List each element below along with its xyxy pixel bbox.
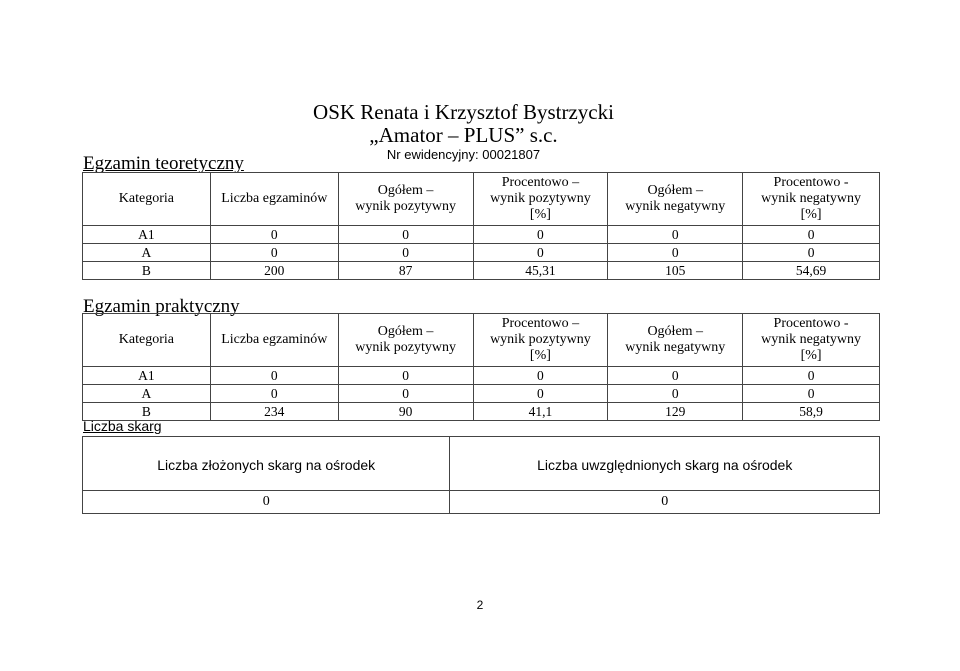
value-cell: 234 bbox=[210, 403, 338, 421]
theory-column-header-line: [%] bbox=[529, 207, 551, 222]
value-cell: 0 bbox=[608, 244, 743, 262]
value-cell: 0 bbox=[473, 385, 608, 403]
practice-column-header-line: Kategoria bbox=[118, 332, 174, 347]
theory-column-header bbox=[743, 173, 880, 226]
practice-column-header bbox=[743, 314, 880, 367]
practice-column-header bbox=[338, 314, 473, 367]
theory-column-header-line: Ogółem – bbox=[647, 183, 704, 198]
practice-column-header bbox=[608, 314, 743, 367]
theory-body bbox=[83, 226, 880, 280]
theory-column-header bbox=[608, 173, 743, 226]
practice-column-header bbox=[210, 314, 338, 367]
table-row bbox=[83, 403, 880, 421]
theory-section-title: Egzamin teoretyczny bbox=[83, 153, 244, 174]
practice-body bbox=[83, 367, 880, 421]
value-cell: 0 bbox=[473, 367, 608, 385]
value-cell: 0 bbox=[743, 244, 880, 262]
theory-column-header-line: Kategoria bbox=[118, 191, 174, 206]
practice-column-header-line: Liczba egzaminów bbox=[221, 332, 328, 347]
theory-column-header-line: Liczba egzaminów bbox=[221, 191, 328, 206]
value-cell: 45,31 bbox=[473, 262, 608, 280]
value-cell: 0 bbox=[608, 226, 743, 244]
value-cell: 0 bbox=[743, 367, 880, 385]
value-cell: 0 bbox=[210, 226, 338, 244]
value-cell: 0 bbox=[743, 385, 880, 403]
complaints-table bbox=[82, 436, 880, 514]
practice-column-header bbox=[83, 314, 211, 367]
practice-section-title: Egzamin praktyczny bbox=[83, 296, 240, 317]
practice-column-header-line: Procentowo - bbox=[773, 316, 849, 331]
value-cell: 105 bbox=[608, 262, 743, 280]
theory-column-header-line: wynik negatywny bbox=[625, 199, 726, 214]
table-row bbox=[83, 226, 880, 244]
value-cell: 0 bbox=[338, 385, 473, 403]
value-cell: 0 bbox=[338, 226, 473, 244]
category-cell: A1 bbox=[83, 367, 211, 385]
theory-column-header bbox=[83, 173, 211, 226]
value-cell: 90 bbox=[338, 403, 473, 421]
value-cell: 0 bbox=[210, 385, 338, 403]
theory-header-row bbox=[83, 173, 880, 226]
practice-column-header-line: wynik pozytywny bbox=[490, 332, 591, 347]
value-cell: 0 bbox=[743, 226, 880, 244]
value-cell: 87 bbox=[338, 262, 473, 280]
category-cell: A1 bbox=[83, 226, 211, 244]
table-row bbox=[83, 244, 880, 262]
table-row bbox=[83, 367, 880, 385]
theory-column-header-line: wynik pozytywny bbox=[490, 191, 591, 206]
theory-column-header-line: Procentowo – bbox=[501, 175, 580, 190]
category-cell: A bbox=[83, 385, 211, 403]
theory-column-header-line: wynik negatywny bbox=[761, 191, 862, 206]
theory-results-table bbox=[82, 172, 880, 280]
value-cell: 41,1 bbox=[473, 403, 608, 421]
value-cell: 0 bbox=[473, 226, 608, 244]
theory-column-header-line: Ogółem – bbox=[377, 183, 434, 198]
theory-column-header bbox=[473, 173, 608, 226]
accepted-complaints-value: 0 bbox=[450, 491, 880, 514]
value-cell: 0 bbox=[338, 244, 473, 262]
category-cell: A bbox=[83, 244, 211, 262]
theory-column-header-line: wynik pozytywny bbox=[355, 199, 456, 214]
value-cell: 0 bbox=[473, 244, 608, 262]
table-row bbox=[83, 385, 880, 403]
value-cell: 0 bbox=[210, 244, 338, 262]
org-name: OSK Renata i Krzysztof Bystrzycki bbox=[313, 100, 614, 124]
category-cell: B bbox=[83, 403, 211, 421]
value-cell: 0 bbox=[210, 367, 338, 385]
value-cell: 200 bbox=[210, 262, 338, 280]
value-cell: 129 bbox=[608, 403, 743, 421]
practice-column-header-line: Procentowo – bbox=[501, 316, 580, 331]
practice-column-header bbox=[473, 314, 608, 367]
practice-column-header-line: Ogółem – bbox=[647, 324, 704, 339]
value-cell: 0 bbox=[608, 385, 743, 403]
value-cell: 58,9 bbox=[743, 403, 880, 421]
filed-complaints-header: Liczba złożonych skarg na ośrodek bbox=[83, 437, 450, 491]
theory-column-header bbox=[210, 173, 338, 226]
practice-column-header-line: wynik negatywny bbox=[625, 340, 726, 355]
value-cell: 0 bbox=[608, 367, 743, 385]
complaints-header-row bbox=[83, 437, 880, 491]
complaints-value-row bbox=[83, 491, 880, 514]
complaints-section-title: Liczba skarg bbox=[83, 418, 162, 434]
practice-column-header-line: [%] bbox=[529, 348, 551, 363]
practice-column-header-line: [%] bbox=[800, 348, 822, 363]
category-cell: B bbox=[83, 262, 211, 280]
filed-complaints-value: 0 bbox=[83, 491, 450, 514]
value-cell: 54,69 bbox=[743, 262, 880, 280]
theory-column-header bbox=[338, 173, 473, 226]
accepted-complaints-header: Liczba uwzględnionych skarg na ośrodek bbox=[450, 437, 880, 491]
theory-column-header-line: [%] bbox=[800, 207, 822, 222]
practice-column-header-line: wynik negatywny bbox=[761, 332, 862, 347]
registration-number: Nr ewidencyjny: 00021807 bbox=[386, 147, 541, 162]
practice-column-header-line: Ogółem – bbox=[377, 324, 434, 339]
theory-column-header-line: Procentowo - bbox=[773, 175, 849, 190]
practice-header-row bbox=[83, 314, 880, 367]
org-subtitle: „Amator – PLUS” s.c. bbox=[369, 123, 558, 147]
value-cell: 0 bbox=[338, 367, 473, 385]
page-number: 2 bbox=[476, 598, 484, 612]
table-row bbox=[83, 262, 880, 280]
practice-column-header-line: wynik pozytywny bbox=[355, 340, 456, 355]
practice-results-table bbox=[82, 313, 880, 421]
